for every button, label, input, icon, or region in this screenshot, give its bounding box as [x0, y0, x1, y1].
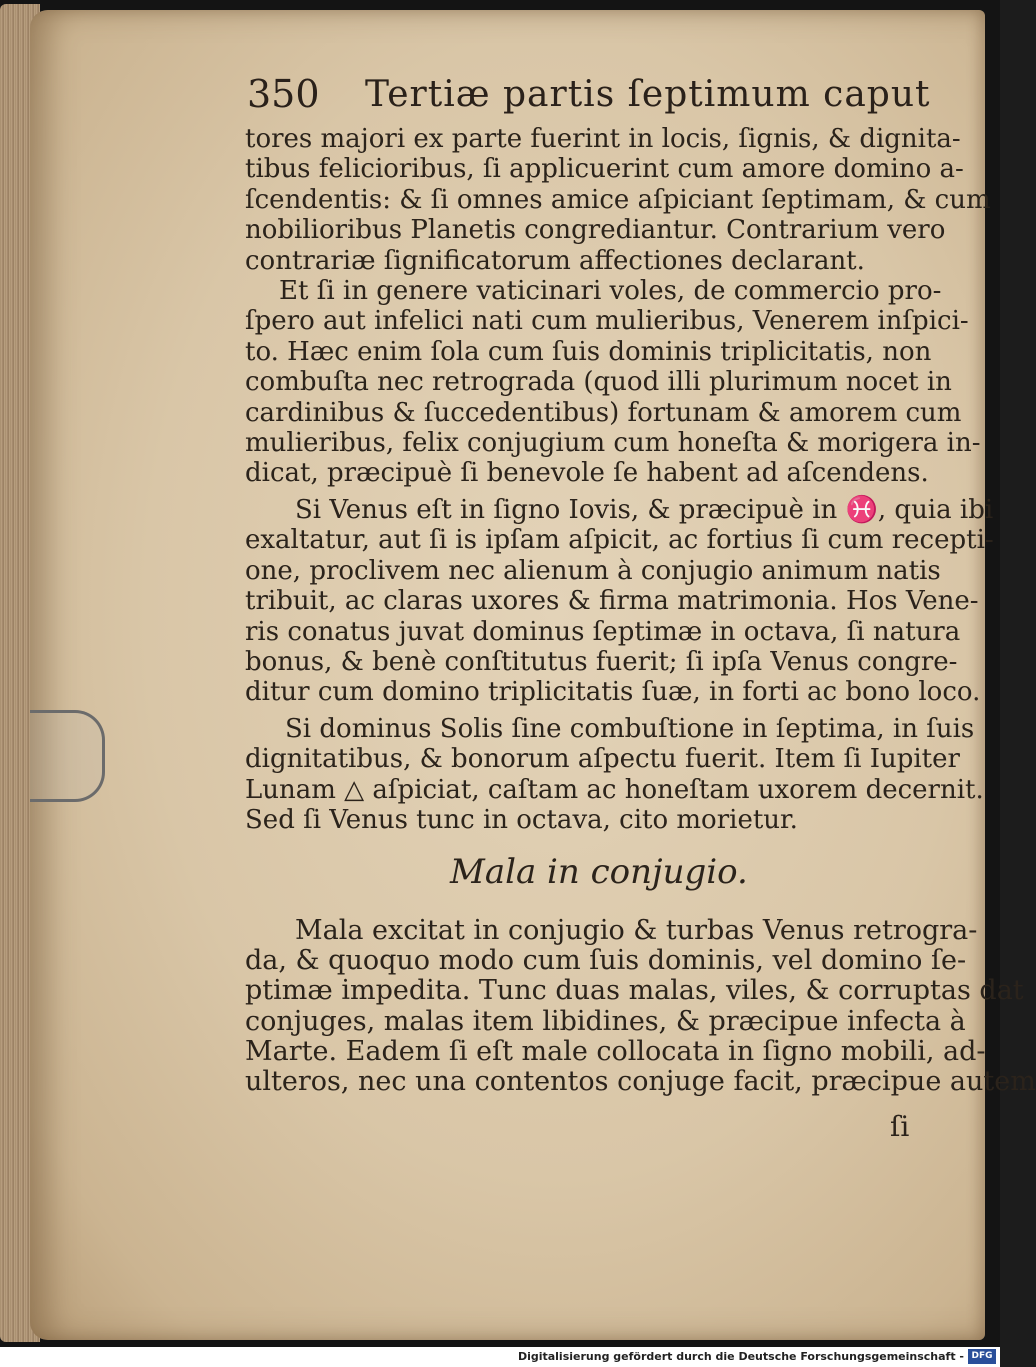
text-line: tores majori ex parte fuerint in locis, ſignis, & dignita- — [245, 124, 961, 154]
text-line: tibus felicioribus, ſi applicuerint cum amore domino a- — [245, 154, 964, 185]
catchword: ſi — [890, 1110, 910, 1143]
text-line: bonus, & benè conſtitutus fuerit; ſi ipſa Venus congre- — [245, 646, 958, 677]
text-line: mulieribus, felix conjugium cum honeſta & morigera in- — [245, 428, 981, 459]
text-line: Lunam △ aſpiciat, caſtam ac honeſtam uxorem decernit. — [245, 774, 984, 805]
text-line: combuſta nec retrograda (quod illi plurimum nocet in — [245, 367, 952, 398]
text-line: Si Venus eſt in ſigno Iovis, & præcipuè in ♓, quia ibi — [295, 494, 994, 525]
page-number: 350 — [247, 72, 320, 116]
text-line: cardinibus & ſuccedentibus) fortunam & amorem cum — [245, 397, 962, 428]
text-line: ulteros, nec una contentos conjuge facit, præcipue autem — [245, 1066, 1036, 1098]
body-text — [245, 124, 994, 835]
text-line: ditur cum domino triplicitatis ſuæ, in forti ac bono loco. — [245, 677, 981, 708]
text-line: one, proclivem nec alienum à conjugio animum natis — [245, 555, 941, 586]
page-clip — [30, 710, 105, 802]
text-line: Et ſi in genere vaticinari voles, de commercio pro- — [279, 276, 942, 307]
funding-notice: Digitalisierung gefördert durch die Deutsche Forschungsgemeinschaft - — [517, 1350, 964, 1363]
text-line: conjuges, malas item libidines, & præcipue infecta à — [245, 1005, 966, 1037]
page-header — [247, 72, 931, 122]
text-line: dicat, præcipuè ſi benevole ſe habent ad aſcendens. — [245, 458, 929, 489]
running-head: Tertiæ partis ſeptimum caput — [365, 74, 931, 115]
body-text-2 — [245, 915, 1036, 1098]
text-line: ptimæ impedita. Tunc duas malas, viles, & corruptas dat — [245, 975, 1024, 1007]
text-line: Sed ſi Venus tunc in octava, cito morietur. — [245, 804, 798, 835]
text-line: ris conatus juvat dominus ſeptimæ in octava, ſi natura — [245, 616, 961, 647]
dfg-logo-icon: DFG — [968, 1349, 996, 1364]
text-line: da, & quoquo modo cum ſuis dominis, vel domino ſe- — [245, 945, 967, 977]
text-line: exaltatur, aut ſi is ipſam aſpicit, ac fortius ſi cum recepti- — [245, 525, 994, 556]
text-line: ſcendentis: & ſi omnes amice aſpiciant ſeptimam, & cum — [245, 184, 991, 215]
text-line: Mala excitat in conjugio & turbas Venus retrogra- — [295, 915, 978, 946]
text-line: Si dominus Solis ſine combuſtione in ſeptima, in ſuis — [285, 713, 975, 744]
section-heading: Mala in conjugio. — [450, 852, 748, 892]
text-line: Marte. Eadem ſi eſt male collocata in ſigno mobili, ad- — [245, 1035, 986, 1067]
footer-bar — [0, 1347, 1000, 1367]
text-line: nobilioribus Planetis congrediantur. Contrarium vero — [245, 215, 946, 246]
text-line: ſpero aut infelici nati cum mulieribus, Venerem inſpici- — [245, 306, 969, 337]
text-line: dignitatibus, & bonorum aſpectu fuerit. Item ſi Iupiter — [245, 744, 960, 775]
text-line: tribuit, ac claras uxores & firma matrimonia. Hos Vene- — [245, 586, 979, 617]
text-line: to. Hæc enim ſola cum ſuis dominis triplicitatis, non — [245, 336, 932, 367]
text-line: contrariæ ſignificatorum affectiones declarant. — [245, 245, 865, 276]
